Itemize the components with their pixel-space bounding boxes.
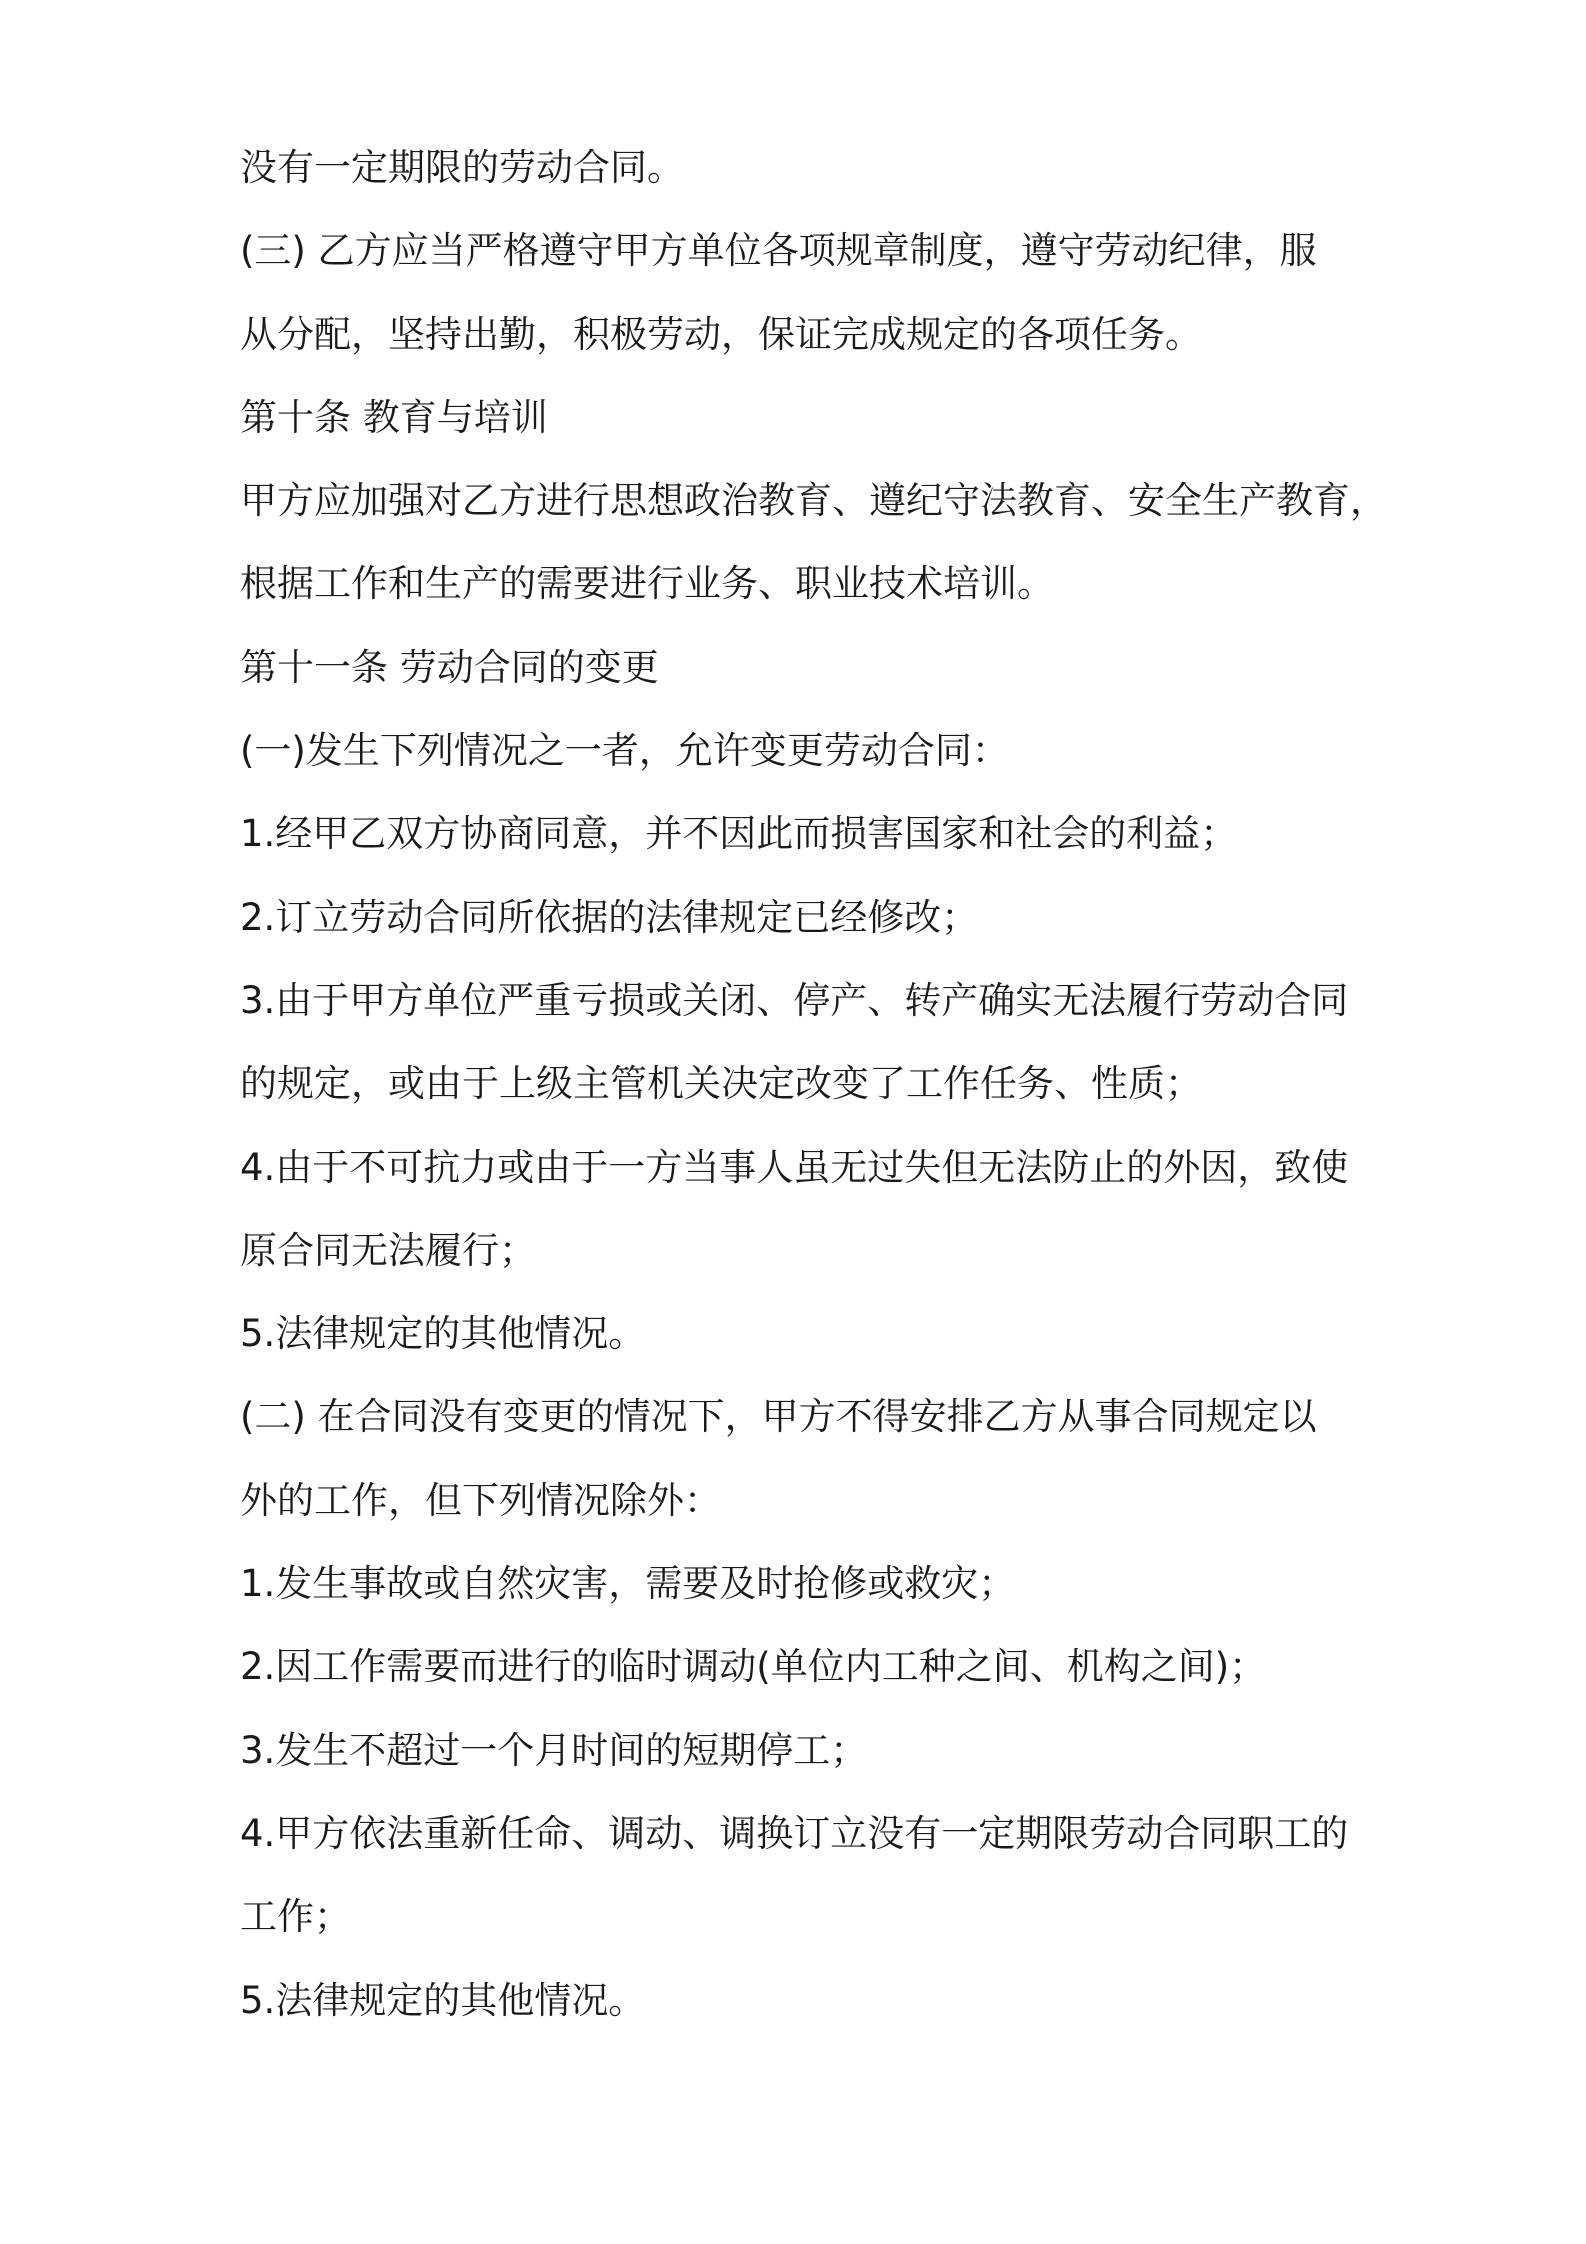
text-line: 甲方应加强对乙方进行思想政治教育、遵纪守法教育、安全生产教育， <box>240 479 1387 523</box>
section-heading: 第十条 教育与培训 <box>240 395 548 439</box>
list-item: 4.甲方依法重新任命、调动、调换订立没有一定期限劳动合同职工的 <box>240 1811 1349 1855</box>
list-item: 3.由于甲方单位严重亏损或关闭、停产、转产确实无法履行劳动合同 <box>240 978 1349 1022</box>
list-item: 5.法律规定的其他情况。 <box>240 1312 646 1356</box>
list-item: 3.发生不超过一个月时间的短期停工； <box>240 1728 868 1772</box>
text-line: (二) 在合同没有变更的情况下，甲方不得安排乙方从事合同规定以 <box>240 1395 1317 1439</box>
list-item: 2.订立劳动合同所依据的法律规定已经修改； <box>240 895 979 939</box>
text-line: 根据工作和生产的需要进行业务、职业技术培训。 <box>240 562 1054 606</box>
list-item: 1.发生事故或自然灾害，需要及时抢修或救灾； <box>240 1562 1016 1606</box>
list-item: 5.法律规定的其他情况。 <box>240 1978 646 2022</box>
list-item: 1.经甲乙双方协商同意，并不因此而损害国家和社会的利益； <box>240 812 1238 856</box>
text-line: 从分配，坚持出勤，积极劳动，保证完成规定的各项任务。 <box>240 312 1202 356</box>
list-item: 2.因工作需要而进行的临时调动(单位内工种之间、机构之间)； <box>240 1645 1267 1689</box>
text-line: (一)发生下列情况之一者，允许变更劳动合同： <box>240 729 1009 773</box>
text-line: 的规定，或由于上级主管机关决定改变了工作任务、性质； <box>240 1062 1202 1106</box>
text-line: 工作； <box>240 1895 351 1939</box>
text-line: 外的工作，但下列情况除外： <box>240 1478 721 1522</box>
text-line: (三) 乙方应当严格遵守甲方单位各项规章制度，遵守劳动纪律，服 <box>240 229 1317 273</box>
text-line: 没有一定期限的劳动合同。 <box>240 146 684 189</box>
list-item: 4.由于不可抗力或由于一方当事人虽无过失但无法防止的外因，致使 <box>240 1145 1349 1189</box>
section-heading: 第十一条 劳动合同的变更 <box>240 645 659 689</box>
document-body <box>240 126 1387 2042</box>
text-line: 原合同无法履行； <box>240 1228 536 1272</box>
